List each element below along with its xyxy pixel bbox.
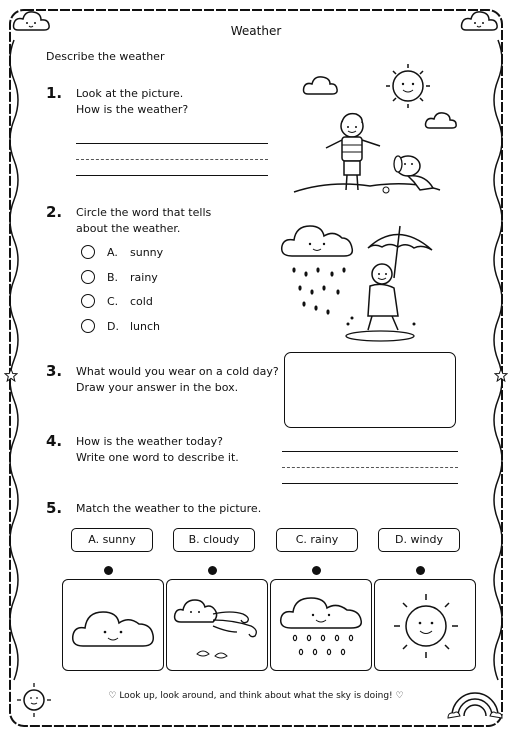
instruction: Describe the weather — [46, 50, 165, 63]
answer-line[interactable] — [282, 483, 458, 484]
wind-picture-box[interactable] — [166, 579, 268, 671]
question-1-line-1: Look at the picture. — [76, 87, 184, 100]
match-dot[interactable] — [416, 566, 425, 575]
option-b-letter: B. — [107, 271, 119, 284]
rain-picture-box[interactable] — [270, 579, 372, 671]
match-label-cloudy[interactable]: B. cloudy — [173, 528, 255, 552]
answer-guide-line — [282, 467, 458, 468]
heart-icon: ♡ — [395, 691, 404, 701]
question-4-line-2: Write one word to describe it. — [76, 451, 239, 464]
match-dot[interactable] — [312, 566, 321, 575]
sun-icon — [375, 580, 477, 672]
sunny-boy-picture — [290, 60, 470, 200]
option-b-radio[interactable] — [81, 270, 95, 284]
page-title: Weather — [230, 24, 282, 38]
answer-line[interactable] — [76, 143, 268, 144]
answer-line[interactable] — [76, 175, 268, 176]
option-b-text: rainy — [130, 271, 158, 284]
question-3-line-2: Draw your answer in the box. — [76, 381, 239, 394]
option-a-text: sunny — [130, 246, 164, 259]
question-2-number: 2. — [46, 203, 63, 221]
sun-picture-box[interactable] — [374, 579, 476, 671]
match-dot[interactable] — [104, 566, 113, 575]
heart-icon: ♡ — [108, 691, 117, 701]
question-2-line-2: about the weather. — [76, 222, 181, 235]
cloud-picture-box[interactable] — [62, 579, 164, 671]
star-icon — [494, 368, 508, 382]
question-3-number: 3. — [46, 362, 63, 380]
cloud-icon — [63, 580, 165, 672]
option-d-text: lunch — [130, 320, 161, 333]
rain-cloud-icon — [271, 580, 373, 672]
question-2-line-1: Circle the word that tells — [76, 206, 212, 219]
match-dot[interactable] — [208, 566, 217, 575]
option-d-letter: D. — [107, 320, 119, 333]
question-4-text — [76, 434, 239, 466]
question-5-text: Match the weather to the picture. — [76, 502, 262, 515]
question-1-text — [76, 86, 188, 118]
drawing-box[interactable] — [284, 352, 456, 428]
answer-guide-line — [76, 159, 268, 160]
question-3-text — [76, 364, 279, 396]
footer-text: Look up, look around, and think about what the sky is doing! — [119, 691, 393, 701]
option-c-radio[interactable] — [81, 294, 95, 308]
question-3-line-1: What would you wear on a cold day? — [76, 365, 279, 378]
question-1-line-2: How is the weather? — [76, 103, 189, 116]
question-4-number: 4. — [46, 432, 63, 450]
wind-icon — [167, 580, 269, 672]
answer-line[interactable] — [282, 451, 458, 452]
rainy-child-picture — [276, 212, 456, 348]
question-5-number: 5. — [46, 499, 63, 517]
option-c-letter: C. — [107, 295, 119, 308]
match-label-rainy[interactable]: C. rainy — [276, 528, 358, 552]
option-d-radio[interactable] — [81, 319, 95, 333]
star-icon — [4, 368, 18, 382]
option-c-text: cold — [130, 295, 153, 308]
option-a-letter: A. — [107, 246, 118, 259]
match-label-sunny[interactable]: A. sunny — [71, 528, 153, 552]
match-label-windy[interactable]: D. windy — [378, 528, 460, 552]
option-a-radio[interactable] — [81, 245, 95, 259]
footer-message — [0, 691, 512, 701]
question-4-line-1: How is the weather today? — [76, 435, 224, 448]
question-2-text — [76, 205, 211, 237]
question-1-number: 1. — [46, 84, 63, 102]
